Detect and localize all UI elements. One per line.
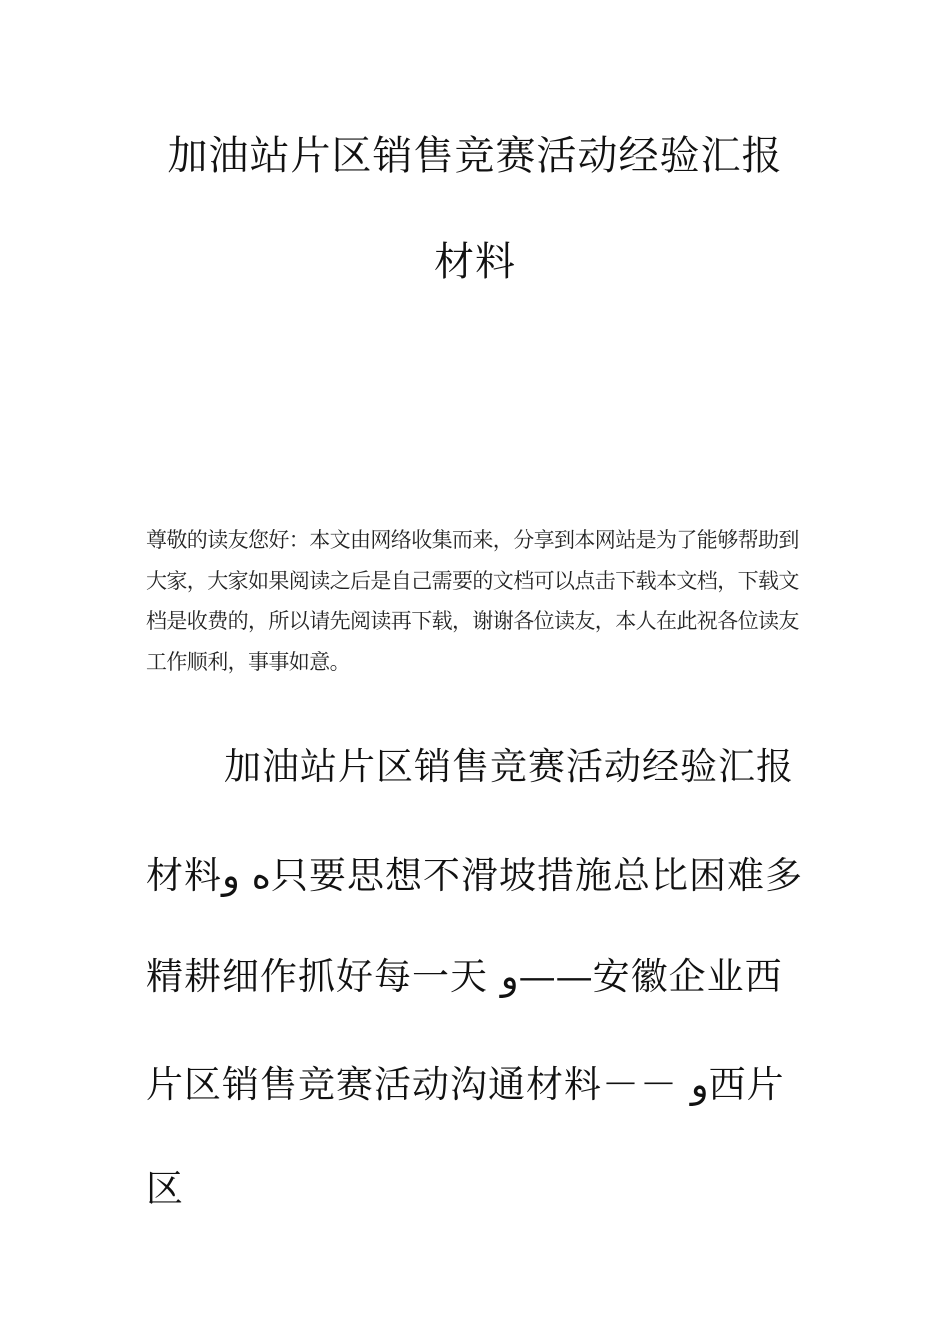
body-line-5: 区 [146, 1167, 184, 1210]
document-title-line-2: 材料 [434, 239, 516, 285]
body-line-1: 加油站片区销售竞赛活动经验汇报 [224, 745, 794, 788]
body-line-4: 片区销售竞赛活动沟通材料－－ و西片 [146, 1063, 785, 1106]
body-line-2: 材料ه و只要思想不滑坡措施总比困难多 [146, 854, 804, 897]
document-title-line-1: 加油站片区销售竞赛活动经验汇报 [167, 133, 783, 179]
reader-notice: 尊敬的读友您好：本文由网络收集而来，分享到本网站是为了能够帮助到大家，大家如果阅读之后是自己需要的文档可以点击下载本文档，下载文档是收费的，所以请先阅读再下载，谢谢各位读友，本人在此祝各位读友工作顺利，事事如意。 [146, 528, 799, 674]
body-line-3: 精耕细作抓好每一天 و——安徽企业西 [146, 955, 783, 998]
